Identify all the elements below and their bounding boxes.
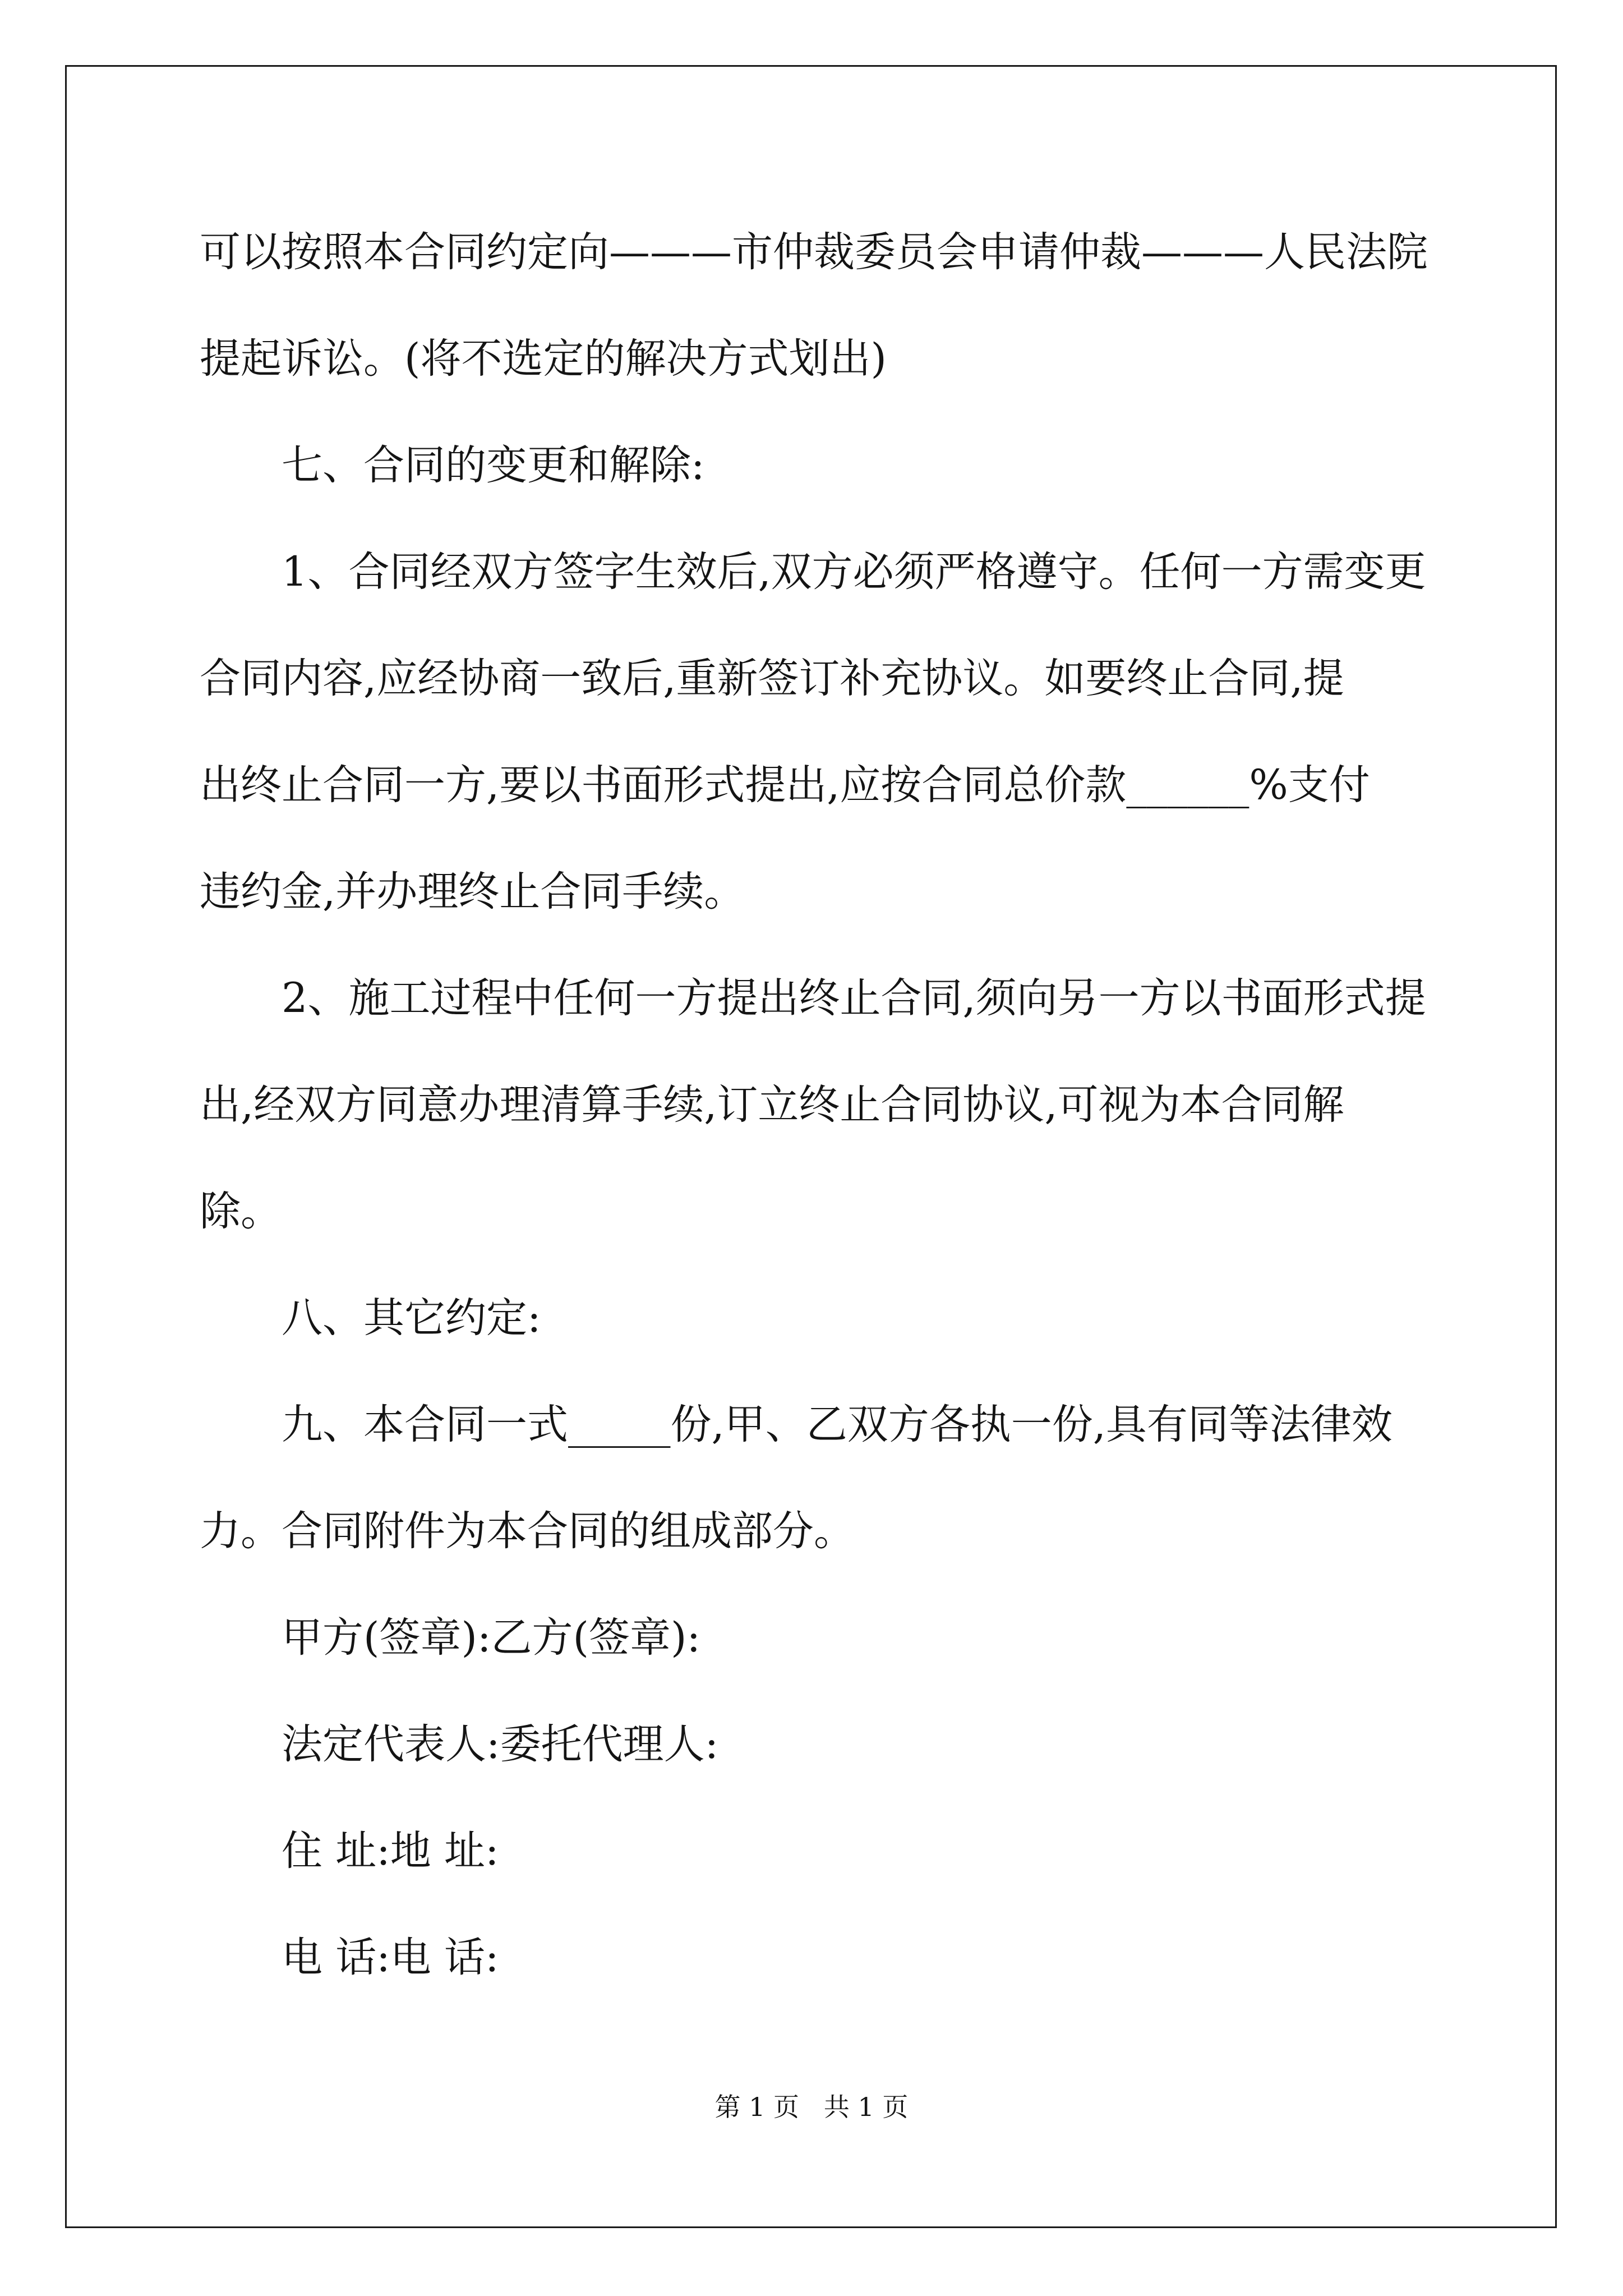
text-line: 2、施工过程中任何一方提出终止合同,须向另一方以书面形式提 bbox=[282, 974, 1426, 1022]
text-line: 合同内容,应经协商一致后,重新签订补充协议。如要终止合同,提 bbox=[200, 655, 1344, 702]
text-line: 提起诉讼。(将不选定的解决方式划出) bbox=[200, 335, 887, 383]
text-line: 除。 bbox=[200, 1188, 282, 1235]
section-heading: 七、合同的变更和解除: bbox=[282, 441, 705, 489]
signature-line: 甲方(签章):乙方(签章): bbox=[282, 1614, 701, 1662]
text-line: 出,经双方同意办理清算手续,订立终止合同协议,可视为本合同解 bbox=[200, 1081, 1344, 1129]
text-line: 力。合同附件为本合同的组成部分。 bbox=[200, 1507, 855, 1555]
page-number: 第 1 页 共 1 页 bbox=[714, 2092, 909, 2122]
representative-line: 法定代表人:委托代理人: bbox=[282, 1720, 719, 1768]
text-line: 1、合同经双方签字生效后,双方必须严格遵守。任何一方需变更 bbox=[282, 548, 1426, 596]
address-line: 住 址:地 址: bbox=[282, 1827, 499, 1875]
section-heading: 八、其它约定: bbox=[282, 1294, 541, 1342]
text-line: 九、本合同一式_____份,甲、乙双方各执一份,具有同等法律效 bbox=[282, 1401, 1393, 1448]
text-line: 可以按照本合同约定向———市仲裁委员会申请仲裁———人民法院 bbox=[200, 228, 1428, 276]
text-line: 出终止合同一方,要以书面形式提出,应按合同总价款______%支付 bbox=[200, 761, 1370, 809]
page-border bbox=[65, 65, 1557, 2228]
phone-line: 电 话:电 话: bbox=[282, 1934, 499, 1981]
text-line: 违约金,并办理终止合同手续。 bbox=[200, 868, 745, 915]
